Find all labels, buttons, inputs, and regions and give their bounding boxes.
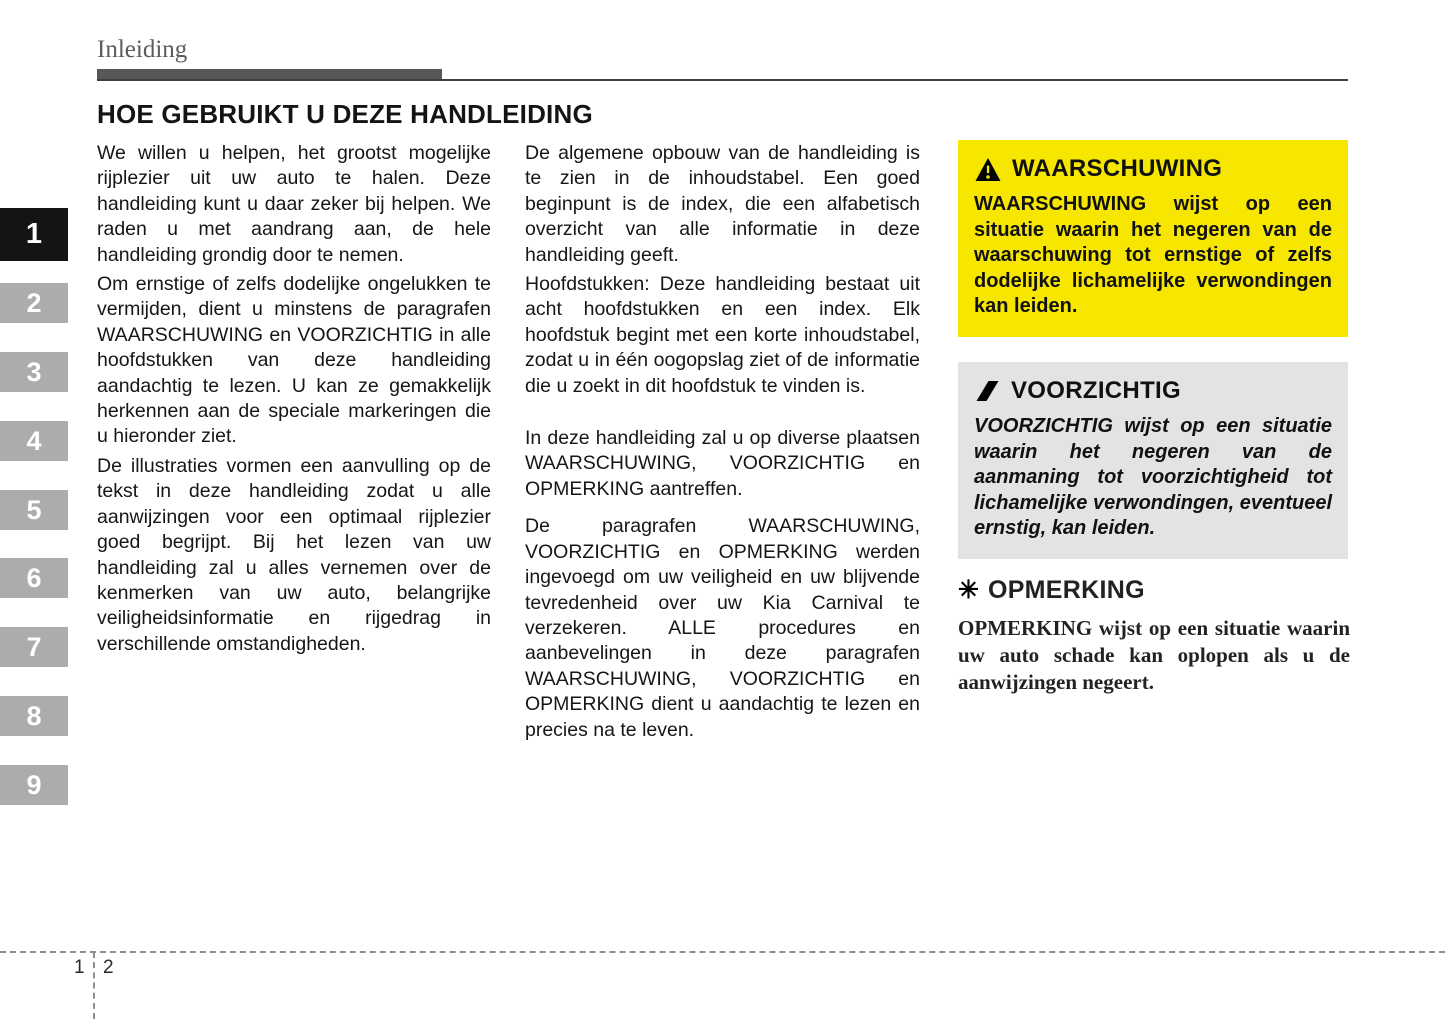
paragraph: In deze handleiding zal u op diverse plaatsen WAARSCHUWING, VOORZICHTIG en OPMERKING aantreffen.	[525, 427, 920, 500]
footer-dashed-rule	[0, 951, 1445, 953]
chapter-tab-4: 4	[0, 421, 68, 461]
paragraph: Hoofdstukken: Deze handleiding bestaat uit acht hoofdstukken en een index. Elk hoofdstuk begint met een korte inhoudstabel, zodat u in één oogopslag ziet of de informatie die u zoekt in dit hoofdstuk te vinden is.	[525, 273, 920, 397]
footer-chapter-number: 1	[74, 957, 85, 978]
chapter-tab-3: 3	[0, 352, 68, 392]
paragraph: De illustraties vormen een aanvulling op de tekst in deze handleiding zodat u alle aanwijzingen voor een optimaal rijplezier goed begrijpt. Bij het lezen van uw handleiding zal u alles vernemen over de kenmerken van uw auto, belangrijke veiligheidsinformatie en rijgedrag in verschillende omstandigheden.	[97, 454, 491, 655]
caution-box-body: VOORZICHTIG wijst op een situatie waarin het negeren van de aanmaning tot voorzichtigheid tot lichamelijke verwondingen, eventueel ernstig, kan leiden.	[974, 415, 1332, 540]
note-header	[958, 576, 1350, 605]
chapter-tab-7: 7	[0, 627, 68, 667]
footer-dashed-divider	[93, 952, 95, 1019]
warning-triangle-icon	[974, 157, 1002, 182]
warning-box-header	[974, 155, 1332, 183]
note-body: OPMERKING wijst op een situatie waarin uw auto schade kan oplopen als u de aanwijzingen negeert.	[958, 616, 1350, 694]
caution-box	[958, 362, 1348, 559]
asterisk-icon: ✳	[958, 576, 979, 604]
note-title: OPMERKING	[987, 576, 1145, 604]
text-column-2	[525, 141, 920, 743]
chapter-tab-8: 8	[0, 696, 68, 736]
chapter-tab-5: 5	[0, 490, 68, 530]
chapter-tab-1: 1	[0, 208, 68, 261]
caution-slash-icon	[974, 379, 1001, 403]
page-title: HOE GEBRUIKT U DEZE HANDLEIDING	[97, 99, 593, 129]
page-header	[97, 36, 1348, 81]
caution-box-header	[974, 377, 1332, 405]
warning-box	[958, 140, 1348, 337]
warning-box-title: WAARSCHUWING	[1012, 155, 1223, 182]
paragraph: De paragrafen WAARSCHUWING, VOORZICHTIG en OPMERKING werden ingevoegd om uw veiligheid en uw blijvende tevredenheid over uw Kia Carnival te verzekeren. ALLE procedures en aanbevelingen in deze paragrafen WAARSCHUWING, VOORZICHTIG en OPMERKING dient u aandachtig te lezen en precies na te leven.	[525, 515, 920, 741]
caution-box-title: VOORZICHTIG	[1011, 377, 1181, 404]
section-header: Inleiding	[97, 36, 188, 63]
header-accent-bar	[97, 69, 442, 79]
note-section	[958, 576, 1350, 696]
paragraph: Om ernstige of zelfs dodelijke ongelukken te vermijden, dient u minstens de paragrafen WAARSCHUWING en VOORZICHTIG in alle hoofdstukken van deze handleiding aandachtig te lezen. U kan ze gemakkelijk herkennen aan de speciale markeringen die u hieronder ziet.	[97, 273, 491, 448]
text-column-1	[97, 141, 491, 657]
paragraph: De algemene opbouw van de handleiding is te zien in de inhoudstabel. Een goed beginpunt is de index, die een alfabetisch overzicht van alle informatie in deze handleiding geeft.	[525, 142, 920, 266]
chapter-tab-6: 6	[0, 558, 68, 598]
paragraph: We willen u helpen, het grootst mogelijke rijplezier uit uw auto te halen. Deze handleiding kunt u daar zeker bij helpen. We raden u met aandrang aan, de hele handleiding grondig door te nemen.	[97, 142, 491, 266]
chapter-tab-9: 9	[0, 765, 68, 805]
chapter-tab-2: 2	[0, 283, 68, 323]
footer-page-number: 2	[103, 957, 114, 978]
warning-box-body: WAARSCHUWING wijst op een situatie waarin het negeren van de waarschuwing tot ernstige of zelfs dodelijke lichamelijke verwondingen kan leiden.	[974, 193, 1332, 318]
